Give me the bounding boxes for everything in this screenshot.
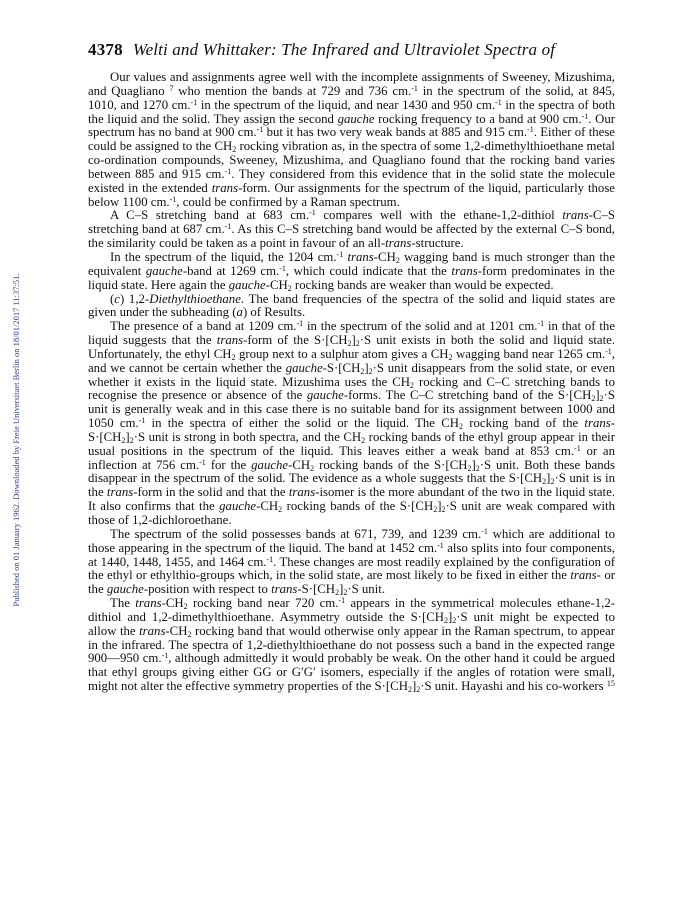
paragraph: Our values and assignments agree well with the incomplete assignments of Sweeney, Mizushima, and Quagliano $^7$ who mention the bands at 729 and 736 cm.$^{-1}$ in the spectrum of the solid, at 845, 1010, and 1270 cm.$^{-1}$ in the spectrum of the liquid, and near 1430 and 950 cm.$^{-1}$ in the spectra of both the liquid and the solid. They assign the second gauche rocking frequency to a band at 900 cm.$^{-1}$. Our spectrum has no band at 900 cm.$^{-1}$ but it has two very weak bands at 885 and 915 cm.$^{-1}$. Either of these could be assigned to the $CH_2$ rocking vibration as, in the spectra of some 1,2-dimethylthioethane metal co-ordination compounds, Sweeney, Mizushima, and Quagliano found that the rocking band varies between 885 and 915 cm.$^{-1}$. They considered from this evidence that in the solid state the molecule existed in the extended trans-form. Our assignments for the spectrum of the liquid, particularly those below 1100 cm.$^{-1}$, could be confirmed by a Raman spectrum. [88, 70, 616, 209]
paragraph: A C–S stretching band at 683 cm.$^{-1}$ compares well with the ethane-1,2-dithiol trans-C–S stretching band at 687 cm.$^{-1}$. As this C–S stretching band would be affected by the external C–S bond, the similarity could be taken as a point in favour of an all-trans-structure. [88, 208, 616, 251]
paragraph: In the spectrum of the liquid, the 1204 cm.$^{-1}$ trans-$CH_2$ wagging band is much stronger than the equivalent gauche-band at 1269 cm.$^{-1}$, which could indicate that the trans-form predominates in the liquid state. Here again the gauche-$CH_2$ rocking bands are weaker than would be expected. [88, 249, 615, 293]
article-body [88, 71, 615, 694]
running-title: Welti and Whittaker: The Infrared and Ultraviolet Spectra of [132, 40, 556, 59]
paragraph: The trans-$CH_2$ rocking band near 720 cm.$^{-1}$ appears in the symmetrical molecules ethane-1,2-dithiol and 1,2-dimethylthioethane. Asymmetry outside the $S\cdot[CH_2]_2\cdot S$ unit might be expected to allow the trans-$CH_2$ rocking band that would otherwise only appear in the Raman spectrum, to appear in the infrared. The spectra of 1,2-diethylthioethane do not possess such a band in the expected range 900—950 cm.$^{-1}$, although admittedly it would probably be weak. On the other hand it could be argued that ethyl groups giving either GG or G′G′ isomers, especially if the angles of rotation were small, might not alter the effective symmetry properties of the $S\cdot[CH_2]_2\cdot S$ unit. Hayashi and his co-workers $^{15}$ [88, 596, 615, 695]
paragraph: (c) 1,2-Diethylthioethane. The band frequencies of the spectra of the solid and liquid states are given under the subheading (a) of Results. [88, 291, 616, 320]
paragraph: The presence of a band at 1209 cm.$^{-1}$ in the spectrum of the solid and at 1201 cm.$^{-1}$ in that of the liquid suggests that the trans-form of the $S\cdot[CH_2]_2\cdot S$ unit exists in both the solid and liquid state. Unfortunately, the ethyl $CH_2$ group next to a sulphur atom gives a $CH_2$ wagging band near 1265 cm.$^{-1}$, and we cannot be certain whether the gauche-$S\cdot[CH_2]_2\cdot S$ unit disappears from the solid state, or even whether it exists in the liquid state. Mizushima uses the $CH_2$ rocking and C–C stretching bands to recognise the presence or absence of the gauche-forms. The C–C stretching band of the $S\cdot[CH_2]_2\cdot S$ unit is generally weak and in this case there is no suitable band for its assignment between 1000 and 1050 cm.$^{-1}$ in the spectra of either the solid or the liquid. The $CH_2$ rocking band of the trans-$S\cdot[CH_2]_2\cdot S$ unit is strong in both spectra, and the $CH_2$ rocking bands of the ethyl group appear in their usual positions in the spectrum of the liquid. This leaves either a weak band at 853 cm.$^{-1}$ or an inflection at 756 cm.$^{-1}$ for the gauche-$CH_2$ rocking bands of the $S\cdot[CH_2]_2\cdot S$ unit. Both these bands disappear in the spectrum of the solid. The evidence as a whole suggests that the $S\cdot[CH_2]_2\cdot S$ unit is in the trans-form in the solid and that the trans-isomer is the more abundant of the two in the liquid state. It also confirms that the gauche-$CH_2$ rocking bands of the $S\cdot[CH_2]_2\cdot S$ unit are weak compared with those of 1,2-dichloroethane. [88, 319, 616, 527]
paragraph: The spectrum of the solid possesses bands at 671, 739, and 1239 cm.$^{-1}$ which are additional to those appearing in the spectrum of the liquid. The band at 1452 cm.$^{-1}$ also splits into four components, at 1440, 1448, 1455, and 1464 cm.$^{-1}$. These changes are most readily explained by the configuration of the ethyl or ethylthio-groups which, in the solid state, are most likely to be fixed in either the trans- or the gauche-position with respect to trans-$S\cdot[CH_2]_2\cdot S$ unit. [88, 526, 616, 598]
page-number: 4378 [88, 40, 123, 59]
running-header [88, 40, 618, 60]
download-watermark [10, 230, 21, 650]
download-notice-text: Published on 01 January 1962. Downloaded by Freie Universitaet Berlin on 18/01/2017 11:37:51. [10, 273, 21, 607]
